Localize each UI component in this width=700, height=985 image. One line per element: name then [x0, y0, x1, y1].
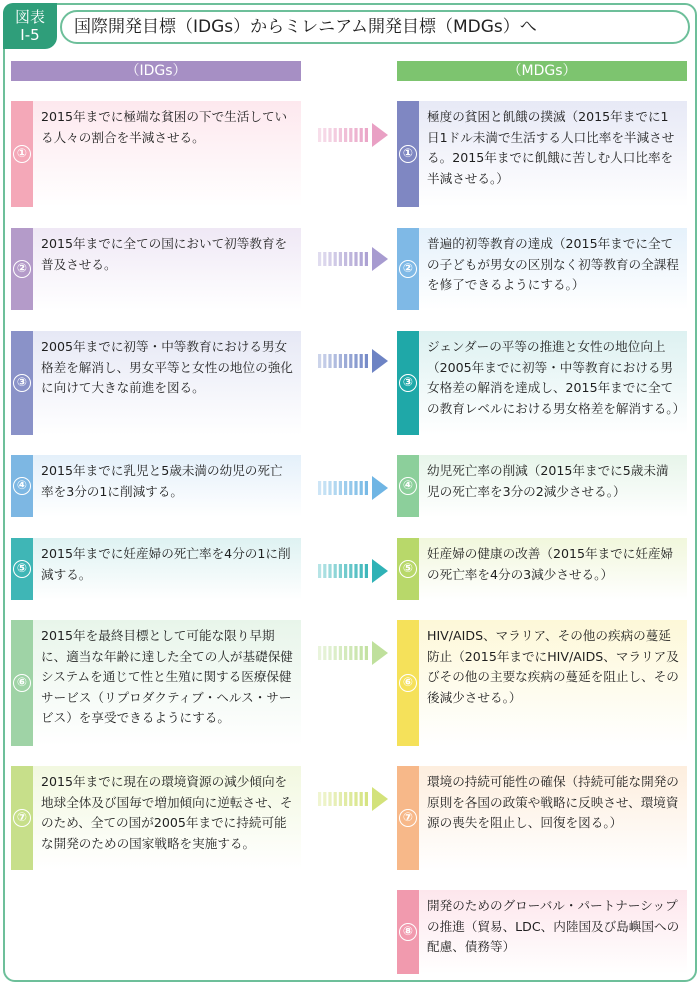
mdg-text: HIV/AIDS、マラリア、その他の疾病の蔓延防止（2015年までにHIV/AIDS、マラリア及びその他の主要な疾病の蔓延を阻止し、その後減少させる。）	[419, 620, 687, 746]
transition-arrow-3	[316, 348, 390, 374]
arrow-stripe	[365, 481, 368, 495]
arrow-stripe	[365, 646, 368, 660]
arrow-stripe	[349, 792, 352, 806]
mdg-item-1	[397, 101, 687, 207]
mdg-text: 普遍的初等教育の達成（2015年までに全ての子どもが男女の区別なく初等教育の全課程を修了できるようにする。）	[419, 228, 687, 310]
arrow-stripe	[318, 252, 321, 266]
mdg-text: 妊産婦の健康の改善（2015年までに妊産婦の死亡率を4分の3減少させる。）	[419, 538, 687, 600]
transition-arrow-6	[316, 640, 390, 666]
arrow-stripe	[339, 646, 342, 660]
arrow-stripe	[334, 252, 337, 266]
idg-item-3	[11, 331, 301, 435]
arrow-stripe	[334, 128, 337, 142]
idg-number: ⑤	[13, 560, 31, 578]
arrow-stripe	[339, 792, 342, 806]
idgs-column-header: （IDGs）	[11, 61, 301, 81]
idg-bar	[11, 228, 33, 310]
idg-number: ⑦	[13, 809, 31, 827]
idg-text: 2015年までに現在の環境資源の減少傾向を地球全体及び国毎で増加傾向に逆転させ、そのため、全ての国が2005年までに持続可能な開発のための国家戦略を実施する。	[33, 766, 301, 870]
mdg-number: ⑤	[399, 560, 417, 578]
arrow-head	[372, 641, 388, 665]
mdg-text: 幼児死亡率の削減（2015年までに5歳未満児の死亡率を3分の2減少させる。）	[419, 455, 687, 517]
arrow-stripe	[354, 252, 357, 266]
arrow-head	[372, 247, 388, 271]
arrow-stripe	[344, 481, 347, 495]
arrow-stripe	[349, 128, 352, 142]
mdg-text: 開発のためのグローバル・パートナーシップの推進（貿易、LDC、内陸国及び島嶼国への配慮、債務等）	[419, 890, 687, 974]
arrow-stripe	[323, 792, 326, 806]
mdg-text: 極度の貧困と飢餓の撲滅（2015年までに1日1ドル未満で生活する人口比率を半減させる。2015年までに飢餓に苦しむ人口比率を半減させる。）	[419, 101, 687, 207]
idg-item-5	[11, 538, 301, 600]
arrow-stripe	[360, 792, 363, 806]
idg-bar	[11, 766, 33, 870]
mdg-number: ⑦	[399, 809, 417, 827]
idg-text: 2005年までに初等・中等教育における男女格差を解消し、男女平等と女性の地位の強化に向けて大きな前進を図る。	[33, 331, 301, 435]
mdg-item-5	[397, 538, 687, 600]
arrow-stripe	[323, 564, 326, 578]
arrow-stripe	[360, 481, 363, 495]
arrow-stripe	[323, 646, 326, 660]
arrow-stripe	[344, 128, 347, 142]
idg-item-1	[11, 101, 301, 207]
arrow-stripe	[344, 354, 347, 368]
arrow-stripe	[328, 252, 331, 266]
idg-number: ⑥	[13, 674, 31, 692]
arrow-stripe	[360, 646, 363, 660]
arrow-stripe	[318, 128, 321, 142]
mdg-number: ②	[399, 260, 417, 278]
arrow-stripe	[339, 252, 342, 266]
transition-arrow-7	[316, 786, 390, 812]
figure-badge	[3, 3, 57, 49]
idg-text: 2015年までに極端な貧困の下で生活している人々の割合を半減させる。	[33, 101, 301, 207]
idg-text: 2015年までに全ての国において初等教育を普及させる。	[33, 228, 301, 310]
arrow-head	[372, 787, 388, 811]
mdg-number: ①	[399, 145, 417, 163]
arrow-stripe	[318, 481, 321, 495]
idg-item-4	[11, 455, 301, 517]
arrow-stripe	[354, 354, 357, 368]
arrow-stripe	[328, 128, 331, 142]
arrow-stripe	[318, 646, 321, 660]
arrow-stripe	[360, 128, 363, 142]
arrow-stripe	[354, 128, 357, 142]
mdg-item-2	[397, 228, 687, 310]
arrow-stripe	[323, 481, 326, 495]
arrow-stripe	[334, 354, 337, 368]
mdg-bar	[397, 890, 419, 974]
arrow-stripe	[349, 481, 352, 495]
transition-arrow-2	[316, 246, 390, 272]
mdgs-column-header: （MDGs）	[397, 61, 687, 81]
idg-text: 2015年までに乳児と5歳未満の幼児の死亡率を3分の1に削減する。	[33, 455, 301, 517]
arrow-head	[372, 476, 388, 500]
mdg-bar	[397, 538, 419, 600]
arrow-stripe	[328, 646, 331, 660]
arrow-stripe	[328, 564, 331, 578]
transition-arrow-1	[316, 122, 390, 148]
arrow-stripe	[334, 481, 337, 495]
arrow-stripe	[354, 564, 357, 578]
arrow-stripe	[339, 128, 342, 142]
arrow-stripe	[365, 128, 368, 142]
arrow-stripe	[354, 792, 357, 806]
figure-title: 国際開発目標（IDGs）からミレニアム開発目標（MDGs）へ	[60, 10, 690, 44]
arrow-stripe	[344, 792, 347, 806]
idg-item-6	[11, 620, 301, 746]
arrow-stripe	[323, 252, 326, 266]
arrow-stripe	[339, 354, 342, 368]
arrow-stripe	[334, 564, 337, 578]
mdg-bar	[397, 455, 419, 517]
idg-bar	[11, 620, 33, 746]
arrow-stripe	[323, 354, 326, 368]
arrow-head	[372, 123, 388, 147]
arrow-stripe	[349, 252, 352, 266]
arrow-stripe	[339, 564, 342, 578]
mdg-bar	[397, 766, 419, 870]
arrow-stripe	[365, 564, 368, 578]
arrow-stripe	[318, 354, 321, 368]
mdg-number: ⑧	[399, 923, 417, 941]
arrow-stripe	[334, 792, 337, 806]
arrow-stripe	[354, 481, 357, 495]
mdg-text: 環境の持続可能性の確保（持続可能な開発の原則を各国の政策や戦略に反映させ、環境資源の喪失を阻止し、回復を図る。）	[419, 766, 687, 870]
arrow-stripe	[360, 252, 363, 266]
arrow-stripe	[365, 354, 368, 368]
mdg-item-7	[397, 766, 687, 870]
figure-badge-line1: 図表	[14, 8, 45, 26]
arrow-stripe	[344, 564, 347, 578]
arrow-stripe	[328, 481, 331, 495]
transition-arrow-5	[316, 558, 390, 584]
arrow-stripe	[318, 564, 321, 578]
idg-number: ②	[13, 260, 31, 278]
mdg-number: ④	[399, 477, 417, 495]
mdg-item-4	[397, 455, 687, 517]
idg-bar	[11, 101, 33, 207]
idg-bar	[11, 538, 33, 600]
idg-bar	[11, 331, 33, 435]
arrow-stripe	[365, 792, 368, 806]
arrow-stripe	[360, 564, 363, 578]
arrow-stripe	[328, 792, 331, 806]
mdg-text: ジェンダーの平等の推進と女性の地位向上（2005年までに初等・中等教育における男女格差の解消を達成し、2015年までに全ての教育レベルにおける男女格差を解消する。）	[419, 331, 687, 435]
arrow-stripe	[349, 564, 352, 578]
idg-bar	[11, 455, 33, 517]
arrow-stripe	[360, 354, 363, 368]
arrow-stripe	[328, 354, 331, 368]
idg-number: ①	[13, 145, 31, 163]
arrow-stripe	[365, 252, 368, 266]
idg-number: ③	[13, 374, 31, 392]
arrow-stripe	[334, 646, 337, 660]
arrow-stripe	[323, 128, 326, 142]
transition-arrow-4	[316, 475, 390, 501]
arrow-stripe	[349, 354, 352, 368]
mdg-number: ⑥	[399, 674, 417, 692]
idg-item-7	[11, 766, 301, 870]
arrow-stripe	[344, 252, 347, 266]
mdg-number: ③	[399, 374, 417, 392]
arrow-stripe	[349, 646, 352, 660]
arrow-head	[372, 349, 388, 373]
idg-item-2	[11, 228, 301, 310]
idg-number: ④	[13, 477, 31, 495]
idg-text: 2015年までに妊産婦の死亡率を4分の1に削減する。	[33, 538, 301, 600]
mdg-bar	[397, 331, 419, 435]
mdg-bar	[397, 620, 419, 746]
mdg-bar	[397, 228, 419, 310]
arrow-head	[372, 559, 388, 583]
mdg-bar	[397, 101, 419, 207]
mdg-item-6	[397, 620, 687, 746]
figure-badge-line2: Ⅰ-5	[20, 26, 40, 44]
arrow-stripe	[318, 792, 321, 806]
arrow-stripe	[339, 481, 342, 495]
mdg-item-8	[397, 890, 687, 974]
arrow-stripe	[354, 646, 357, 660]
mdg-item-3	[397, 331, 687, 435]
arrow-stripe	[344, 646, 347, 660]
idg-text: 2015年を最終目標として可能な限り早期に、適当な年齢に達した全ての人が基礎保健システムを通じて性と生殖に関する医療保健サービス（リプロダクティブ・ヘルス・サービス）を享受できるようにする。	[33, 620, 301, 746]
